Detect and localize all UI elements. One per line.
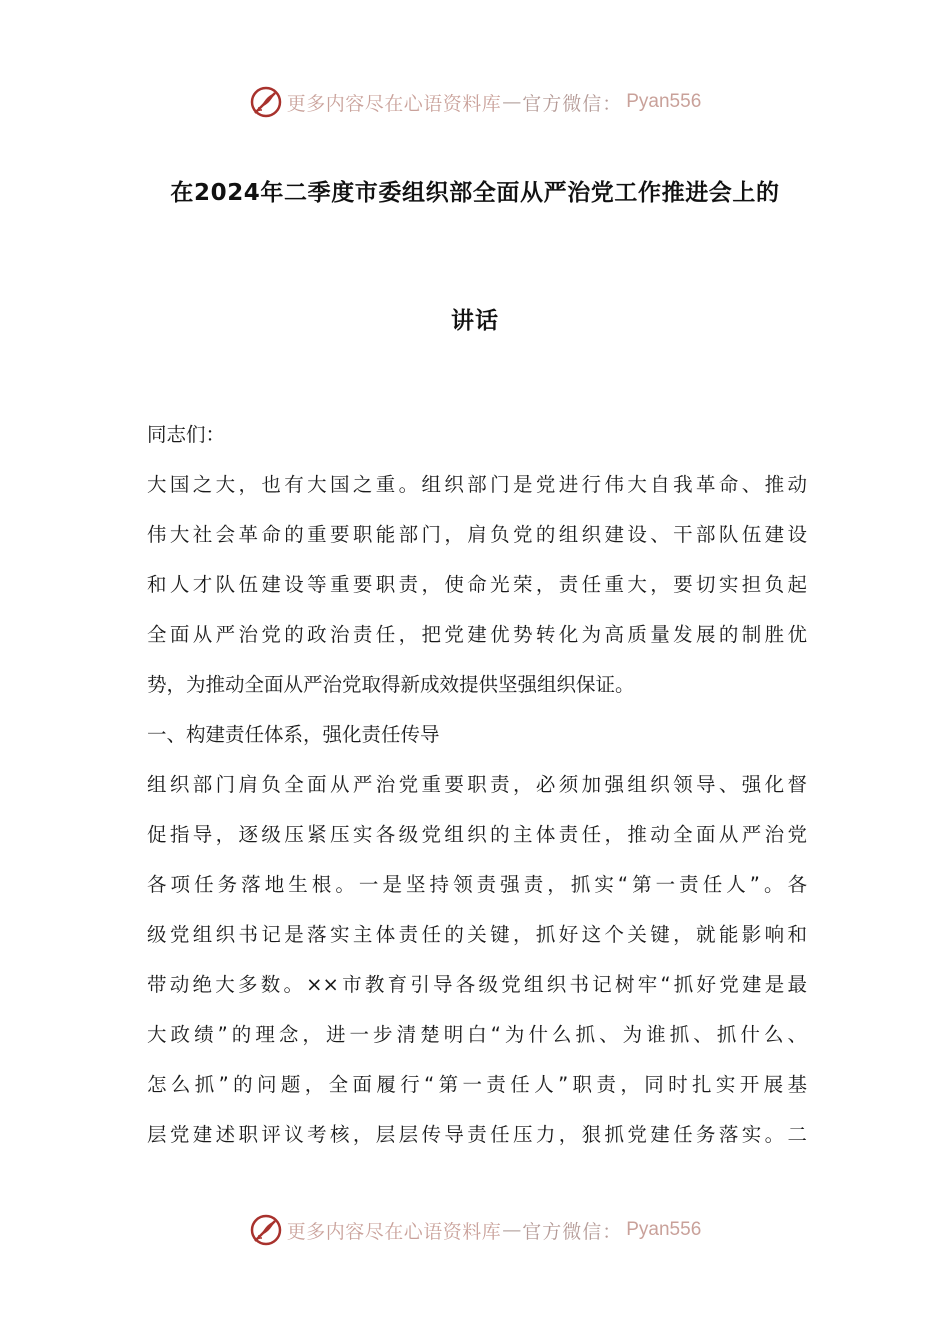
quill-logo-icon (249, 85, 283, 119)
wechat-id: Pyan556 (626, 1219, 702, 1240)
paragraph-1 (147, 468, 807, 718)
document-body (147, 418, 807, 1168)
paragraph-2 (147, 768, 807, 1168)
wechat-id: Pyan556 (626, 91, 702, 112)
brand-name: 更多内容尽在心语资料库 (286, 92, 502, 115)
paragraph-line: 级党组织书记是落实主体责任的关键，抓好这个关键，就能影响和 (147, 923, 807, 946)
paragraph-line: 带动绝大多数。××市教育引导各级党组织书记树牢“抓好党建是最 (147, 973, 807, 996)
paragraph-line: 组织部门肩负全面从严治党重要职责，必须加强组织领导、强化督 (147, 773, 807, 796)
paragraph-line: 促指导，逐级压紧压实各级党组织的主体责任，推动全面从严治党 (147, 823, 807, 846)
banner-dash: — (502, 91, 522, 113)
document-title-line-2: 讲话 (451, 308, 499, 334)
brand-name: 更多内容尽在心语资料库 (286, 1220, 502, 1243)
section-heading: 一、构建责任体系，强化责任传导 (147, 723, 440, 746)
paragraph-line: 层党建述职评议考核，层层传导责任压力，狠抓党建任务落实。二 (147, 1123, 807, 1146)
footer-watermark-banner (0, 1210, 950, 1250)
paragraph-line: 各项任务落地生根。一是坚持领责强责，抓实“第一责任人”。各 (147, 873, 807, 896)
greeting: 同志们： (147, 423, 226, 446)
paragraph-line: 势，为推动全面从严治党取得新成效提供坚强组织保证。 (147, 673, 635, 696)
quill-logo-icon (249, 1213, 283, 1247)
paragraph-line: 大国之大，也有大国之重。组织部门是党进行伟大自我革命、推动 (147, 473, 807, 496)
paragraph-line: 伟大社会革命的重要职能部门，肩负党的组织建设、干部队伍建设 (147, 523, 807, 546)
wechat-label: 官方微信： (522, 92, 623, 115)
paragraph-line: 怎么抓”的问题，全面履行“第一责任人”职责，同时扎实开展基 (147, 1073, 807, 1096)
header-watermark-banner (0, 82, 950, 122)
paragraph-line: 全面从严治党的政治责任，把党建优势转化为高质量发展的制胜优 (147, 623, 807, 646)
paragraph-line: 和人才队伍建设等重要职责，使命光荣，责任重大，要切实担负起 (147, 573, 807, 596)
paragraph-line: 大政绩”的理念，进一步清楚明白“为什么抓、为谁抓、抓什么、 (147, 1023, 807, 1046)
banner-dash: — (502, 1219, 522, 1241)
wechat-label: 官方微信： (522, 1220, 623, 1243)
document-title-line-1: 在2024年二季度市委组织部全面从严治党工作推进会上的 (170, 180, 780, 206)
